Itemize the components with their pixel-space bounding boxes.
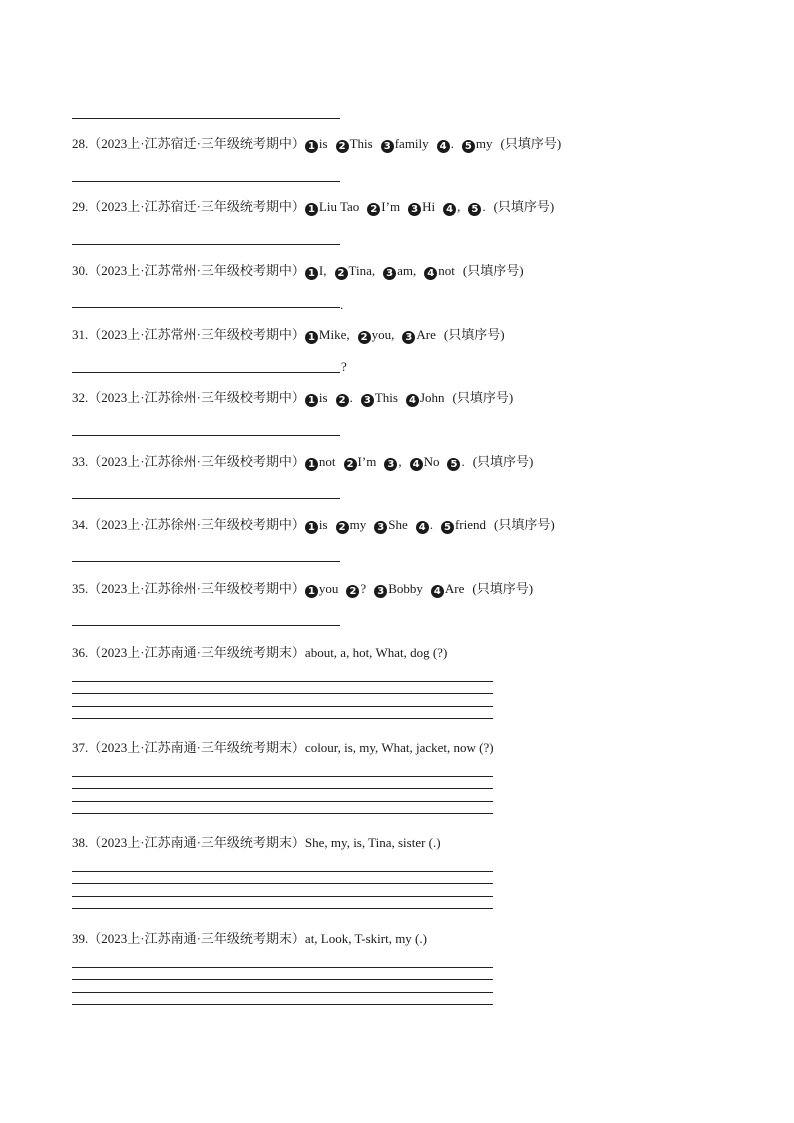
word-option: [447, 454, 464, 469]
question-29: [72, 199, 554, 216]
circled-number-icon: 4: [443, 203, 456, 216]
option-word: Are: [444, 581, 465, 596]
word-options: [305, 136, 501, 151]
writing-line: [72, 896, 493, 897]
writing-line: [72, 788, 493, 789]
word-options: [305, 517, 494, 532]
circled-number-icon: 4: [437, 140, 450, 153]
option-word: ?: [360, 581, 367, 596]
question-number: 37.: [72, 740, 89, 755]
writing-line: [72, 813, 493, 814]
circled-number-icon: 2: [335, 267, 348, 280]
option-word: .: [461, 454, 465, 469]
instruction-note: (只填序号): [493, 199, 555, 214]
question-words: She, my, is, Tina, sister (.): [304, 835, 441, 850]
writing-line: [72, 693, 493, 694]
circled-number-icon: 3: [374, 521, 387, 534]
option-word: .: [450, 136, 454, 151]
word-options: [305, 454, 473, 469]
word-option: [336, 390, 353, 405]
answer-line: [72, 118, 340, 119]
circled-number-icon: 1: [305, 585, 318, 598]
circled-number-icon: 2: [346, 585, 359, 598]
writing-line: [72, 776, 493, 777]
word-option: [305, 390, 328, 405]
word-option: [384, 454, 401, 469]
writing-line: [72, 706, 493, 707]
question-38: [72, 835, 441, 851]
circled-number-icon: 3: [384, 458, 397, 471]
question-words: at, Look, T-skirt, my (.): [304, 931, 427, 946]
option-word: is: [318, 517, 328, 532]
question-number: 32.: [72, 390, 89, 405]
question-source: （2023上·江苏南通·三年级统考期末）: [88, 835, 305, 850]
question-number: 30.: [72, 263, 89, 278]
question-number: 31.: [72, 327, 89, 342]
instruction-note: (只填序号): [452, 390, 514, 405]
question-32: [72, 390, 513, 407]
answer-line: [72, 307, 340, 308]
word-option: [361, 390, 398, 405]
circled-number-icon: 5: [462, 140, 475, 153]
circled-number-icon: 1: [305, 203, 318, 216]
answer-line: [72, 181, 340, 182]
question-source: （2023上·江苏徐州·三年级校考期中）: [88, 390, 305, 405]
circled-number-icon: 2: [336, 140, 349, 153]
question-number: 28.: [72, 136, 89, 151]
circled-number-icon: 3: [361, 394, 374, 407]
writing-line: [72, 992, 493, 993]
answer-line: [72, 561, 340, 562]
writing-line: [72, 801, 493, 802]
word-option: [374, 581, 423, 596]
word-option: [367, 199, 400, 214]
option-word: not: [438, 263, 455, 278]
word-options: [305, 390, 453, 405]
circled-number-icon: 1: [305, 267, 318, 280]
option-word: you,: [371, 327, 395, 342]
word-option: [462, 136, 493, 151]
answer-line: [72, 372, 340, 373]
question-source: （2023上·江苏宿迁·三年级统考期中）: [88, 199, 305, 214]
circled-number-icon: 4: [406, 394, 419, 407]
circled-number-icon: 1: [305, 394, 318, 407]
instruction-note: (只填序号): [494, 517, 555, 532]
answer-line-end-period: .: [340, 297, 344, 312]
circled-number-icon: 1: [305, 458, 318, 471]
instruction-note: (只填序号): [500, 136, 562, 151]
option-word: not: [318, 454, 336, 469]
question-39: [72, 931, 427, 947]
writing-line: [72, 871, 493, 872]
word-option: [431, 581, 465, 596]
question-source: （2023上·江苏常州·三年级校考期中）: [88, 263, 305, 278]
question-source: （2023上·江苏宿迁·三年级统考期中）: [88, 136, 305, 151]
circled-number-icon: 3: [402, 331, 415, 344]
instruction-note: (只填序号): [472, 581, 534, 596]
question-source: （2023上·江苏徐州·三年级校考期中）: [88, 581, 305, 596]
answer-line: [72, 625, 340, 626]
circled-number-icon: 1: [305, 331, 318, 344]
word-option: [437, 136, 454, 151]
circled-number-icon: 1: [305, 521, 318, 534]
question-words: colour, is, my, What, jacket, now (?): [304, 740, 494, 755]
question-source: （2023上·江苏南通·三年级统考期末）: [88, 931, 305, 946]
option-word: family: [394, 136, 429, 151]
option-word: Hi: [422, 199, 436, 214]
word-option: [381, 136, 429, 151]
word-option: [336, 136, 373, 151]
word-options: [305, 263, 463, 278]
word-option: [305, 136, 328, 151]
option-word: No: [423, 454, 440, 469]
word-options: [305, 199, 494, 214]
option-word: my: [475, 136, 493, 151]
question-30: [72, 263, 524, 280]
question-28: [72, 136, 561, 153]
word-option: [374, 517, 408, 532]
answer-line: [72, 435, 340, 436]
option-word: is: [318, 390, 328, 405]
question-35: [72, 581, 533, 598]
circled-number-icon: 4: [416, 521, 429, 534]
circled-number-icon: 2: [367, 203, 380, 216]
instruction-note: (只填序号): [472, 454, 534, 469]
question-37: [72, 740, 494, 756]
circled-number-icon: 5: [468, 203, 481, 216]
option-word: ,: [457, 199, 461, 214]
option-word: am,: [397, 263, 417, 278]
question-31: [72, 327, 505, 344]
circled-number-icon: 3: [383, 267, 396, 280]
option-word: you: [318, 581, 339, 596]
question-34: [72, 517, 555, 534]
word-option: [336, 517, 367, 532]
answer-line: [72, 498, 340, 499]
word-option: [443, 199, 460, 214]
circled-number-icon: 5: [441, 521, 454, 534]
word-option: [305, 327, 350, 342]
question-number: 33.: [72, 454, 89, 469]
question-number: 29.: [72, 199, 89, 214]
question-number: 36.: [72, 645, 89, 660]
word-option: [410, 454, 440, 469]
circled-number-icon: 4: [431, 585, 444, 598]
question-source: （2023上·江苏南通·三年级统考期末）: [88, 645, 305, 660]
word-option: [416, 517, 433, 532]
question-number: 34.: [72, 517, 89, 532]
writing-line: [72, 979, 493, 980]
word-option: [305, 454, 336, 469]
word-options: [305, 581, 472, 596]
circled-number-icon: 4: [410, 458, 423, 471]
question-source: （2023上·江苏徐州·三年级校考期中）: [88, 517, 305, 532]
word-options: [305, 327, 444, 342]
option-word: This: [349, 136, 373, 151]
option-word: my: [349, 517, 367, 532]
option-word: I,: [318, 263, 327, 278]
option-word: .: [349, 390, 353, 405]
option-word: I’m: [381, 199, 401, 214]
circled-number-icon: 2: [344, 458, 357, 471]
question-number: 39.: [72, 931, 89, 946]
writing-line: [72, 718, 493, 719]
answer-line: [72, 244, 340, 245]
word-option: [383, 263, 416, 278]
option-word: She: [388, 517, 408, 532]
question-number: 38.: [72, 835, 89, 850]
word-option: [406, 390, 445, 405]
option-word: is: [318, 136, 328, 151]
circled-number-icon: 3: [381, 140, 394, 153]
option-word: Are: [416, 327, 436, 342]
instruction-note: (只填序号): [443, 327, 505, 342]
circled-number-icon: 2: [336, 394, 349, 407]
option-word: I’m: [357, 454, 377, 469]
word-option: [305, 263, 327, 278]
question-number: 35.: [72, 581, 89, 596]
circled-number-icon: 1: [305, 140, 318, 153]
writing-line: [72, 908, 493, 909]
writing-line: [72, 967, 493, 968]
answer-line-end-question: ?: [341, 359, 347, 374]
question-words: about, a, hot, What, dog (?): [304, 645, 448, 660]
circled-number-icon: 3: [374, 585, 387, 598]
option-word: John: [419, 390, 445, 405]
option-word: Mike,: [318, 327, 350, 342]
circled-number-icon: 2: [358, 331, 371, 344]
word-option: [305, 581, 339, 596]
writing-line: [72, 681, 493, 682]
option-word: This: [374, 390, 398, 405]
option-word: .: [482, 199, 486, 214]
writing-line: [72, 883, 493, 884]
circled-number-icon: 3: [408, 203, 421, 216]
word-option: [305, 517, 328, 532]
option-word: Liu Tao: [318, 199, 360, 214]
question-source: （2023上·江苏南通·三年级统考期末）: [88, 740, 305, 755]
option-word: .: [429, 517, 433, 532]
circled-number-icon: 5: [447, 458, 460, 471]
circled-number-icon: 4: [424, 267, 437, 280]
word-option: [344, 454, 377, 469]
option-word: friend: [454, 517, 487, 532]
word-option: [305, 199, 359, 214]
word-option: [335, 263, 376, 278]
word-option: [358, 327, 395, 342]
word-option: [408, 199, 435, 214]
option-word: Tina,: [348, 263, 376, 278]
instruction-note: (只填序号): [462, 263, 524, 278]
question-source: （2023上·江苏徐州·三年级校考期中）: [88, 454, 305, 469]
question-36: [72, 645, 447, 661]
word-option: [468, 199, 485, 214]
word-option: [346, 581, 366, 596]
word-option: [402, 327, 436, 342]
question-source: （2023上·江苏常州·三年级校考期中）: [88, 327, 305, 342]
option-word: ,: [398, 454, 402, 469]
word-option: [441, 517, 486, 532]
writing-line: [72, 1004, 493, 1005]
question-33: [72, 454, 533, 471]
option-word: Bobby: [388, 581, 423, 596]
word-option: [424, 263, 455, 278]
circled-number-icon: 2: [336, 521, 349, 534]
